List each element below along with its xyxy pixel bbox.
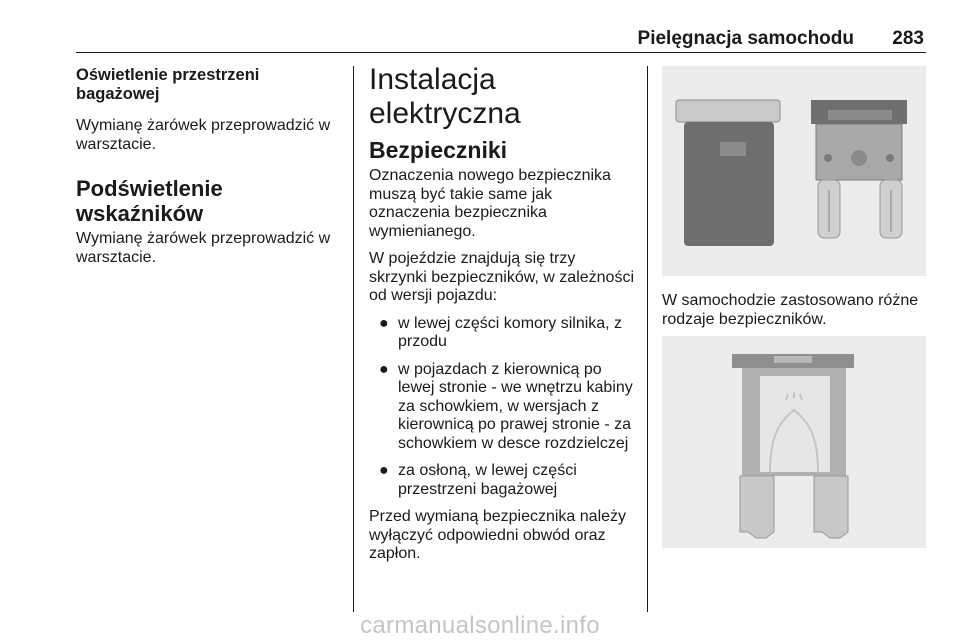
list-item-text: za osłoną, w lewej części przestrzeni bagażowej <box>398 462 577 498</box>
figure-caption-fuse-types: W samochodzie zastosowano różne rodzaje bezpieczników. <box>662 292 919 328</box>
blade-fuse-icon <box>662 336 926 548</box>
column-divider-1 <box>353 66 354 612</box>
list-item <box>369 361 635 454</box>
paragraph-before-replacing: Przed wymianą bezpiecznika należy wyłączyć odpowiedni obwód oraz zapłon. <box>369 508 627 562</box>
maxi-fuse-icon <box>676 100 780 246</box>
list-item-text: w pojazdach z kierownicą po lewej stronie - we wnętrzu kabiny za schowkiem, w wersjach z kierownicą po prawej stronie - za schowkiem w desce rozdzielczej <box>398 360 633 452</box>
bullet-icon: ● <box>379 462 389 479</box>
mini-fuse-illustration <box>662 336 926 548</box>
list-item <box>369 462 635 499</box>
column-middle <box>369 63 635 564</box>
chapter-title: Instalacja elektryczna <box>369 63 521 130</box>
bullet-icon: ● <box>379 314 389 332</box>
section-heading-instrument-illumination: Podświetlenie wskaźników <box>76 176 223 226</box>
fuse-types-illustration <box>662 66 926 276</box>
page-number: 283 <box>892 28 924 49</box>
fuse-illustration-icon <box>662 66 926 276</box>
section-heading-fuses: Bezpieczniki <box>369 137 508 163</box>
paragraph-luggage-lighting: Wymianę żarówek przeprowadzić w warsztacie. <box>76 117 331 153</box>
bullet-icon: ● <box>379 360 389 378</box>
list-item-text: w lewej części komory silnika, z przodu <box>398 314 623 350</box>
list-item <box>369 315 635 352</box>
column-left <box>76 66 338 267</box>
paragraph-instrument-illumination: Wymianę żarówek przeprowadzić w warsztacie. <box>76 230 331 266</box>
section-heading-luggage-lighting: Oświetlenie przestrzeni bagażowej <box>76 66 260 103</box>
watermark: carmanualsonline.info <box>360 612 600 639</box>
fuse-box-locations-list <box>369 315 635 500</box>
header-title: Pielęgnacja samochodu <box>637 28 854 49</box>
page-header <box>76 26 926 53</box>
column-divider-2 <box>647 66 648 612</box>
paragraph-fuse-boxes: W pojeździe znajdują się trzy skrzynki bezpieczników, w zależności od wersji pojazdu: <box>369 250 634 304</box>
column-right <box>662 292 928 329</box>
mini-fuse-icon <box>811 100 907 238</box>
paragraph-fuse-markings: Oznaczenia nowego bezpiecznika muszą być takie same jak oznaczenia bezpiecznika wymienianego. <box>369 167 611 240</box>
